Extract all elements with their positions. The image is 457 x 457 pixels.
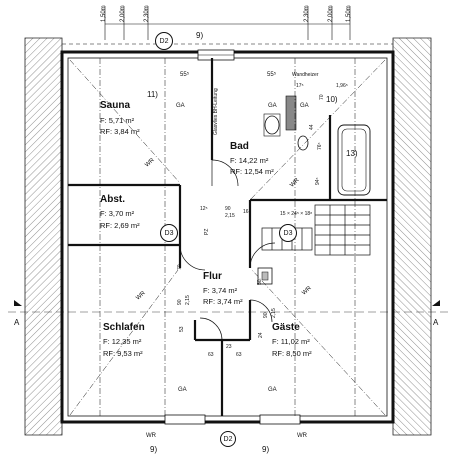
dim-top-2: 2,00m [120, 5, 126, 22]
room-bad-f: F: 14,22 m² [230, 156, 269, 165]
axis-label-13: 13) [346, 149, 358, 158]
dim-16: 16 [243, 209, 249, 215]
dim-90-flur: 90 [225, 206, 231, 212]
axis-label-11: 11) [147, 90, 158, 99]
dim-215-flur: 2,15 [225, 213, 235, 219]
dim-top-4: 2,30m [304, 5, 310, 22]
ga-label-4: GA [178, 387, 187, 393]
room-flur-name: Flur [203, 271, 222, 282]
dim-215-left: 2,15 [185, 295, 191, 305]
section-marker-d2-top: D2 [155, 32, 173, 50]
room-schlafen-name: Schlafen [103, 322, 145, 333]
roof-hatch-left [25, 38, 62, 435]
dim-70-left: 70 [177, 264, 183, 270]
ga-label-1: GA [176, 103, 185, 109]
wr-label-5: WR [146, 433, 156, 439]
dim-50: 50 [257, 279, 263, 285]
axis-label-9-top: 9) [196, 31, 204, 40]
section-cut-right: A [433, 318, 439, 327]
dim-70: 70 [319, 94, 325, 100]
axis-label-9-br: 9) [262, 445, 270, 454]
dim-12-top: 12⁵ [200, 206, 208, 212]
toilet [298, 136, 308, 150]
section-marker-d3-left: D3 [160, 224, 178, 242]
ga-label-3: GA [300, 103, 309, 109]
dim-63-left: 63 [208, 352, 214, 358]
dim-196: 1,96⁵ [336, 83, 348, 89]
dim-23: 23 [226, 344, 232, 350]
dim-53: 53 [179, 326, 185, 332]
dim-24: 24 [258, 332, 264, 338]
section-marker-d3-right: D3 [279, 224, 297, 242]
dim-55-right: 55⁵ [267, 72, 277, 78]
room-sauna-rf: RF: 3,84 m² [100, 127, 140, 136]
ga-label-5: GA [268, 387, 277, 393]
wandheizer-label: Wandheizer [292, 72, 319, 78]
room-schlafen-rf: RF: 9,53 m² [103, 349, 143, 358]
axis-label-10: 10) [326, 95, 338, 104]
sink [265, 116, 279, 134]
roof-hatch-right [393, 38, 431, 435]
dim-top-5: 2,00m [328, 5, 334, 22]
stair-dim: 15 × 24⁵ × 18⁸ [280, 211, 313, 217]
bathtub [338, 125, 370, 195]
wr-label-2: WR [289, 177, 301, 189]
dim-17-5: 17⁵ [296, 83, 304, 89]
room-flur-f: F: 3,74 m² [203, 286, 238, 295]
dim-76: 76⁵ [317, 142, 323, 150]
room-sauna-name: Sauna [100, 100, 131, 111]
dim-55-left: 55⁵ [180, 72, 190, 78]
ga-label-2: GA [268, 103, 277, 109]
room-schlafen-f: F: 12,35 m² [103, 337, 142, 346]
dim-90-right: 90 [263, 312, 269, 318]
dim-top-6: 1,50m [346, 5, 352, 22]
section-marker-d2-bottom: D2 [220, 431, 236, 447]
room-abst-f: F: 3,70 m² [100, 209, 135, 218]
wr-label-4: WR [301, 285, 313, 297]
axis-label-9-bl: 9) [150, 445, 158, 454]
dim-63-right: 63 [236, 352, 242, 358]
wr-label-6: WR [297, 433, 307, 439]
room-abst-rf: RF: 2,69 m² [100, 221, 140, 230]
wr-label-3: WR [135, 290, 147, 302]
room-sauna-f: F: 5,71 m² [100, 116, 135, 125]
room-bad-name: Bad [230, 141, 249, 152]
wr-label-1: WR [144, 157, 156, 169]
room-gaeste-f: F: 11,02 m² [272, 337, 310, 346]
dim-215-right: 2,15 [271, 308, 277, 318]
room-flur-rf: RF: 3,74 m² [203, 297, 243, 306]
dim-top-1: 1,50m [101, 5, 107, 22]
dim-94: 94⁵ [315, 177, 321, 185]
dim-44: 44 [309, 124, 315, 130]
leitung-note: Glasvlies BH-Leitung [213, 88, 219, 135]
dim-top-3: 2,30m [144, 5, 150, 22]
dim-90-left: 90 [177, 299, 183, 305]
section-cut-left: A [14, 318, 20, 327]
pz-label: PZ [204, 228, 210, 235]
room-gaeste-name: Gäste [272, 322, 300, 333]
room-abst-name: Abst. [100, 194, 125, 205]
room-gaeste-rf: RF: 8,50 m² [272, 349, 312, 358]
room-bad-rf: RF: 12,54 m² [230, 167, 274, 176]
